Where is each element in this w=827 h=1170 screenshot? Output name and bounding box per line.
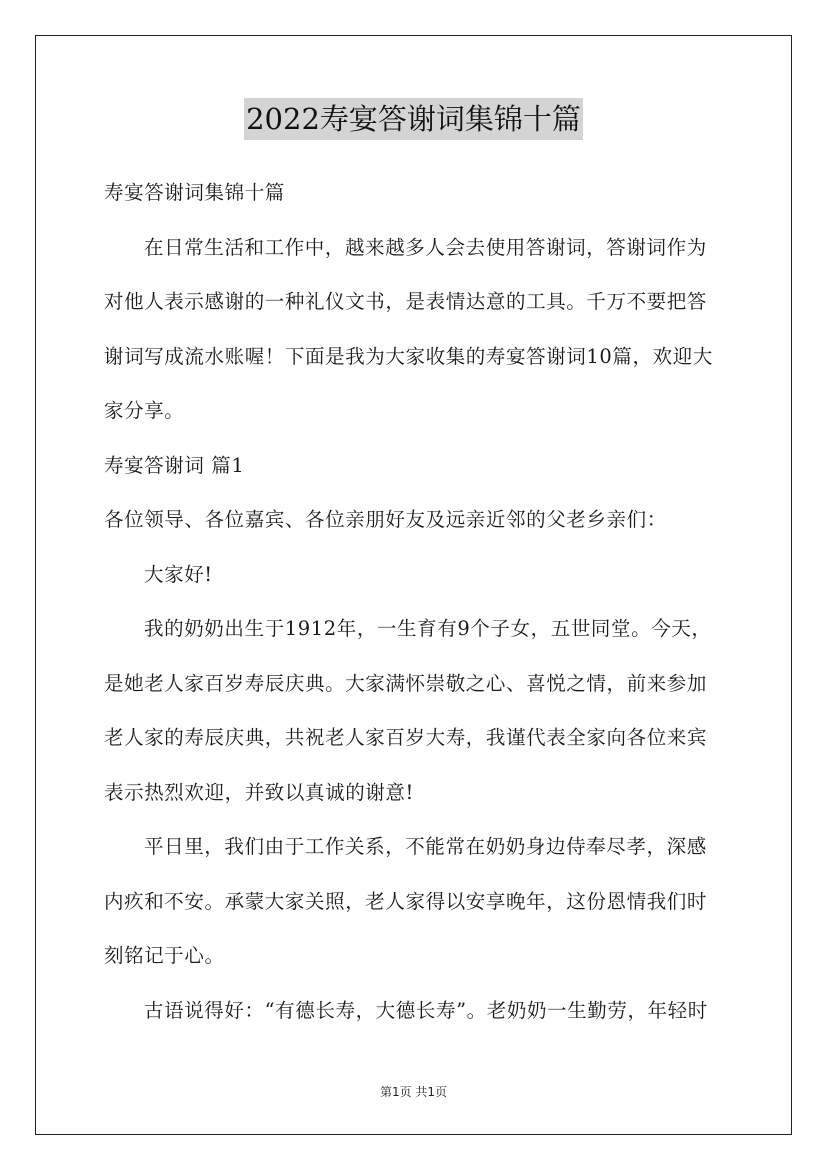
document-title: 2022寿宴答谢词集锦十篇 (244, 98, 583, 140)
title-container (0, 98, 827, 140)
salutation-paragraph: 各位领导、各位嘉宾、各位亲朋好友及远亲近邻的父老乡亲们： (104, 508, 667, 531)
intro-paragraph: 在日常生活和工作中，越来越多人会去使用答谢词，答谢词作为对他人表示感谢的一种礼仪文书，是表情达意的工具。千万不要把答谢词写成流水账喔！下面是我为大家收集的寿宴答谢词10篇，欢迎大家分享。 (104, 235, 713, 422)
subtitle-paragraph: 寿宴答谢词集锦十篇 (104, 181, 285, 204)
body-paragraph: 我的奶奶出生于1912年，一生育有9个子女，五世同堂。今天，是她老人家百岁寿辰庆典。大家满怀崇敬之心、喜悦之情，前来参加老人家的寿辰庆典，共祝老人家百岁大寿，我谨代表全家向各位来宾表示热烈欢迎，并致以真诚的谢意! (104, 617, 712, 804)
body-paragraph: 平日里，我们由于工作关系，不能常在奶奶身边侍奉尽孝，深感内疚和不安。承蒙大家关照，老人家得以安享晚年，这份恩情我们时刻铭记于心。 (104, 835, 708, 967)
greeting-paragraph: 大家好! (144, 562, 213, 586)
page-footer: 第1页 共1页 (379, 1085, 448, 1099)
section-heading: 寿宴答谢词 篇1 (104, 453, 245, 477)
document-body (104, 166, 726, 1038)
body-paragraph: 古语说得好：“有德长寿，大德长寿”。老奶奶一生勤劳，年轻时 (144, 998, 708, 1022)
